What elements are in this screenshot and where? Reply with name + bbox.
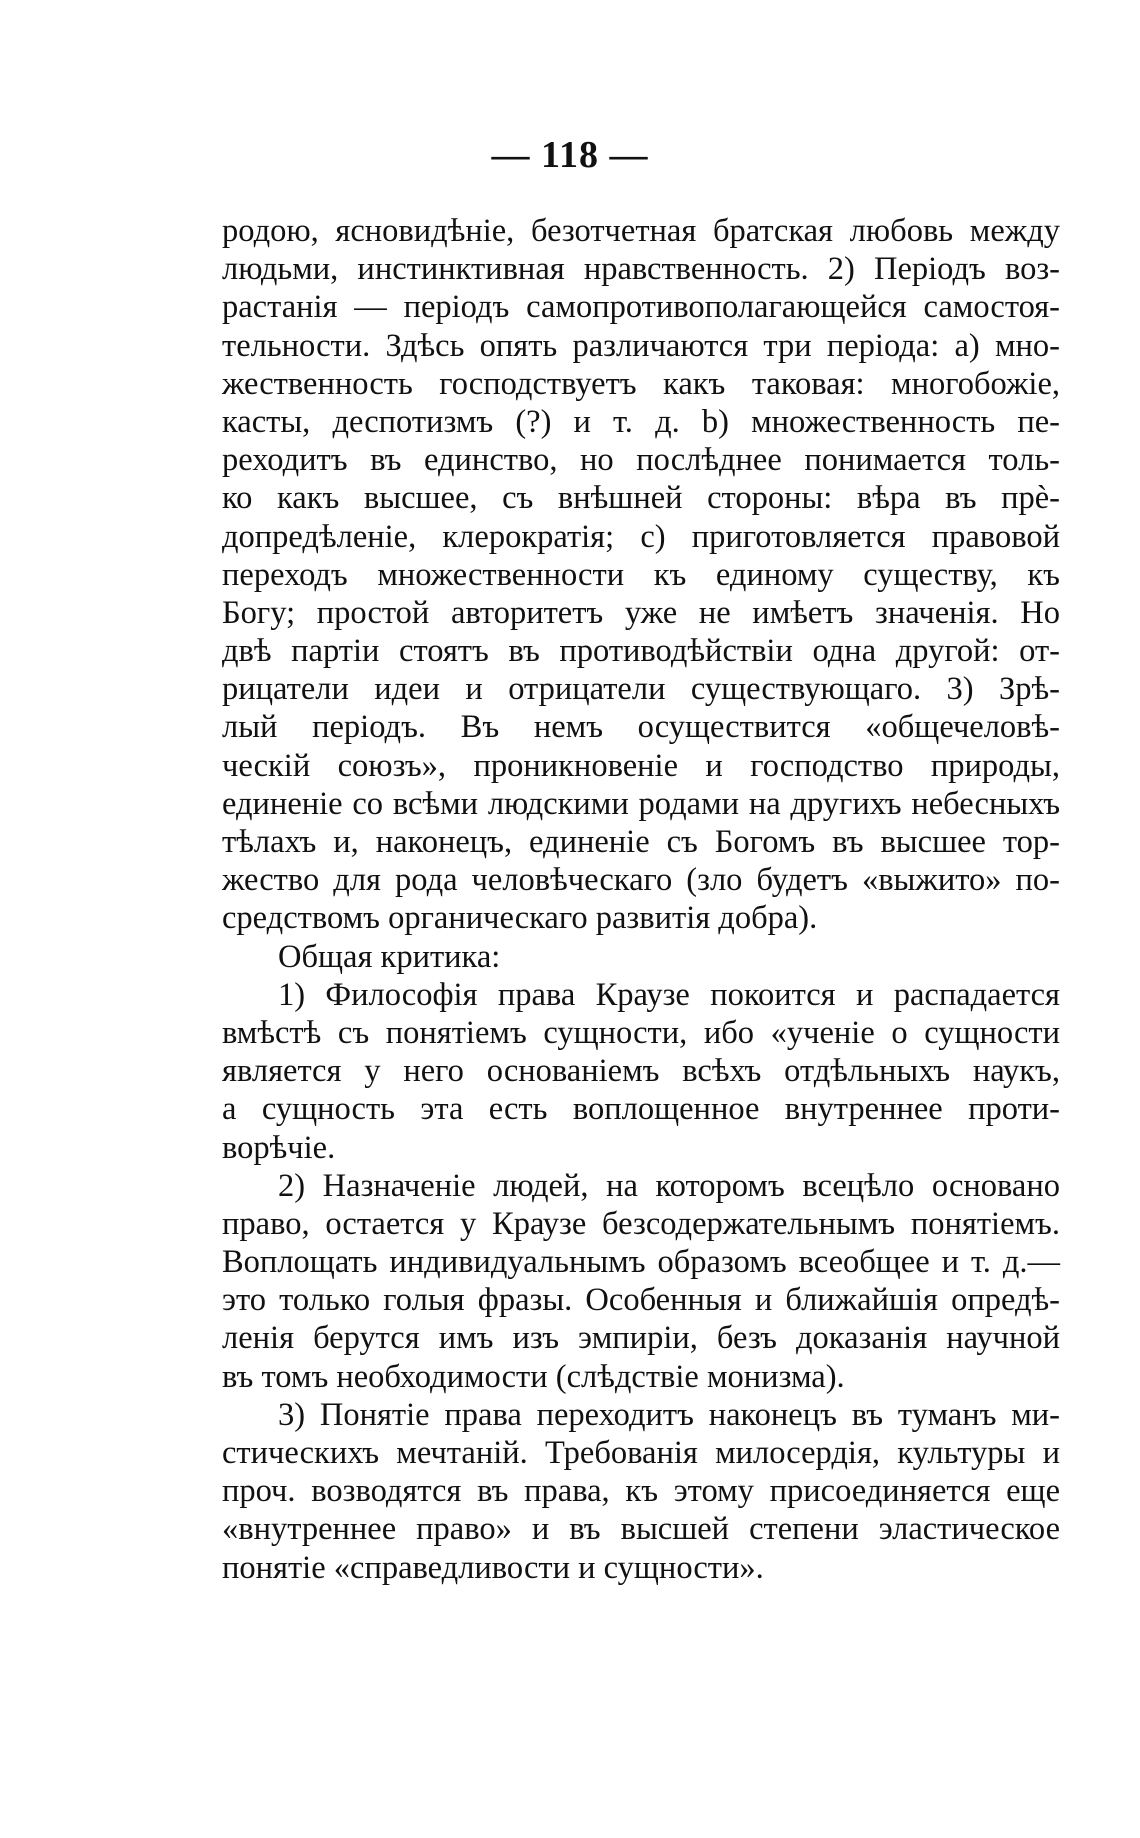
text-line: ческій союзъ», проникновеніе и господство природы,	[222, 747, 1060, 784]
text-line: тельности. Здѣсь опять различаются три періода: a) мно-	[222, 327, 1060, 364]
text-line: жество для рода человѣческаго (зло будетъ «выжито» по-	[222, 862, 1060, 899]
text-line: понятіе «справедливости и сущности».	[222, 1549, 764, 1586]
text-line: двѣ партіи стоятъ въ противодѣйствіи одна другой: от-	[222, 633, 1060, 670]
text-line: стическихъ мечтаній. Требованія милосердія, культуры и	[222, 1435, 1060, 1471]
body-text	[222, 212, 1060, 1587]
text-line: является у него основаніемъ всѣхъ отдѣльныхъ наукъ,	[222, 1053, 1060, 1090]
text-line: въ томъ необходимости (слѣдствіе монизма).	[222, 1358, 845, 1395]
text-line: жественность господствуетъ какъ таковая: многобожіе,	[222, 365, 1060, 402]
text-line: это только голыя фразы. Особенныя и ближайшія опредѣ-	[222, 1282, 1060, 1319]
text-line: родою, ясновидѣніе, безотчетная братская любовь между	[222, 213, 1060, 249]
text-line: а сущность эта есть воплощенное внутреннее проти-	[222, 1091, 1060, 1128]
text-line: вмѣстѣ съ понятіемъ сущности, ибо «ученіе о сущности	[222, 1014, 1060, 1051]
text-line: ко какъ высшее, съ внѣшней стороны: вѣра въ прѐ-	[222, 480, 1060, 517]
text-line: единеніе со всѣми людскими родами на другихъ небесныхъ	[222, 785, 1060, 822]
text-line: право, остается у Краузе безсодержательнымъ понятіемъ.	[222, 1205, 1060, 1242]
text-line: проч. возводятся въ права, къ этому присоединяется еще	[222, 1473, 1060, 1510]
text-line: 3) Понятіе права переходитъ наконецъ въ туманъ ми-	[278, 1396, 1060, 1433]
text-line: ворѣчіе.	[222, 1129, 336, 1166]
text-line: переходъ множественности къ единому существу, къ	[222, 556, 1060, 593]
page-number: — 118 —	[491, 134, 649, 176]
text-line: лый періодъ. Въ немъ осуществится «общечеловѣ-	[222, 709, 1060, 746]
text-line: людьми, инстинктивная нравственность. 2) Періодъ воз-	[222, 251, 1060, 288]
text-line: Богу; простой авторитетъ уже не имѣетъ значенія. Но	[222, 594, 1060, 631]
text-line: реходитъ въ единство, но послѣднее понимается толь-	[222, 442, 1060, 479]
text-line: растанія — періодъ самопротивополагающейся самостоя-	[222, 289, 1060, 326]
text-line: 1) Философія права Краузе покоится и распадается	[278, 976, 1060, 1013]
text-line: ленія берутся имъ изъ эмпиріи, безъ доказанія научной	[222, 1320, 1060, 1357]
text-line: допредѣленіе, клерократія; c) приготовляется правовой	[222, 518, 1060, 555]
text-line: тѣлахъ и, наконецъ, единеніе съ Богомъ въ высшее тор-	[222, 824, 1060, 860]
text-line: касты, деспотизмъ (?) и т. д. b) множественность пе-	[222, 403, 1060, 440]
text-line: Воплощать индивидуальнымъ образомъ всеобщее и т. д.—	[222, 1244, 1060, 1281]
text-line: средствомъ органическаго развитія добра).	[222, 900, 818, 937]
text-line: 2) Назначеніе людей, на которомъ всецѣло основано	[278, 1167, 1060, 1204]
text-line: Общая критика:	[278, 938, 501, 975]
text-line: рицатели идеи и отрицатели существующаго. 3) Зрѣ-	[222, 671, 1060, 708]
text-line: «внутреннее право» и въ высшей степени эластическое	[222, 1511, 1060, 1548]
